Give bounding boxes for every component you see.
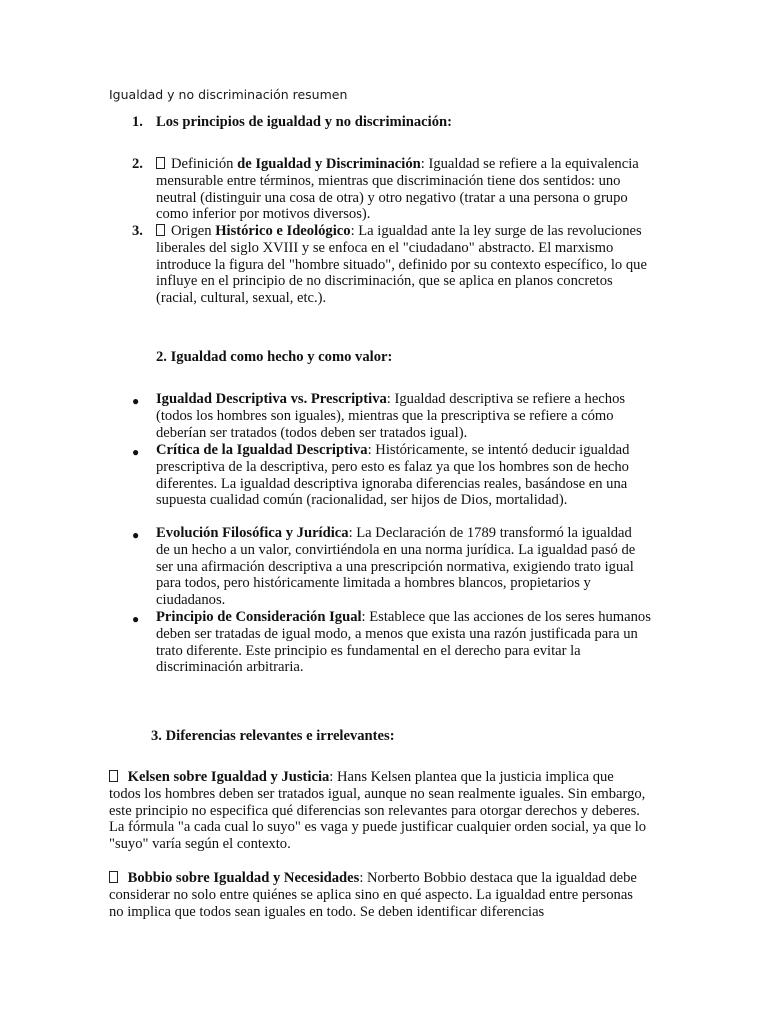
bullet-item <box>156 442 656 509</box>
item-prefix: Definición <box>171 156 234 172</box>
missing-glyph-icon <box>109 871 118 883</box>
list-item-definicion <box>156 156 656 223</box>
missing-glyph-icon <box>156 157 165 169</box>
missing-glyph-icon <box>109 770 118 782</box>
document-title: Igualdad y no discriminación resumen <box>109 87 348 102</box>
bullet-label: Principio de Consideración Igual <box>156 609 362 625</box>
paragraph-kelsen <box>109 769 649 853</box>
bullet-item <box>156 609 656 676</box>
section-heading <box>156 349 392 366</box>
bullet-text: : Igualdad descriptiva se refiere a hechos (todos los hombres son iguales), mientras que la prescriptiva se refiere a cómo deberían ser tratados (todos deben ser tratados igual). <box>156 391 626 441</box>
list-item-principios <box>156 114 636 131</box>
item-prefix: Origen <box>171 223 212 239</box>
list-number: 3. <box>132 223 143 239</box>
paragraph-label: Kelsen sobre Igualdad y Justicia <box>127 769 330 785</box>
item-text: : Igualdad se refiere a la equivalencia mensurable entre términos, mientras que discriminación tiene dos sentidos: uno neutral (distinguir una cosa de otra) y otro negativo (tratar a una persona o grupo como inferior por motivos diversos). <box>156 156 639 223</box>
section-heading-text: 2. Igualdad como hecho y como valor: <box>156 349 393 365</box>
bullet-icon: ● <box>132 612 140 626</box>
bullet-icon: ● <box>132 528 140 542</box>
bullet-text: : Establece que las acciones de los seres humanos deben ser tratadas de igual modo, a menos que exista una razón justificada para un trato diferente. Este principio es fundamental en el derecho para evitar la discriminación arbitraria. <box>156 609 651 676</box>
bullet-label: Igualdad Descriptiva vs. Prescriptiva <box>156 391 387 407</box>
bullet-text: : Históricamente, se intentó deducir igualdad prescriptiva de la descriptiva, pero esto es falaz ya que los hombres son de hecho diferentes. La igualdad descriptiva ignoraba diferencias reales, basándose en una supuesta cualidad común (racionalidad, ser hijos de Dios, mortalidad). <box>156 442 630 509</box>
item-label: Histórico e Ideológico <box>215 223 351 239</box>
bullet-label: Crítica de la Igualdad Descriptiva <box>156 442 368 458</box>
paragraph-bobbio <box>109 870 649 920</box>
item-text: : La igualdad ante la ley surge de las revoluciones liberales del siglo XVIII y se enfoca en el "ciudadano" abstracto. El marxismo introduce la figura del "hombre situado", definido por su contexto específico, lo que influye en el principio de no discriminación, que se aplica en planos concretos (racial, cultural, sexual, etc.). <box>156 223 647 307</box>
bullet-item <box>156 525 646 609</box>
bullet-icon: ● <box>132 394 140 408</box>
paragraph-text: : Norberto Bobbio destaca que la igualdad debe considerar no solo entre quiénes se aplica sino en qué aspecto. La igualdad entre personas no implica que todos sean iguales en todo. Se deben identificar diferencias <box>109 870 637 920</box>
list-item-origen <box>156 223 651 307</box>
bullet-icon: ● <box>132 445 140 459</box>
bullet-label: Evolución Filosófica y Jurídica <box>156 525 349 541</box>
list-number: 2. <box>132 156 143 172</box>
paragraph-text: : Hans Kelsen plantea que la justicia implica que todos los hombres deben ser tratados igual, aunque no sean realmente iguales. Sin embargo, este principio no especifica qué diferencias son relevantes para otorgar derechos y deberes. La fórmula "a cada cual lo suyo" es vaga y puede justificar cualquier orden social, ya que lo "suyo" varía según el contexto. <box>109 769 647 853</box>
list-number: 1. <box>132 114 143 130</box>
missing-glyph-icon <box>156 224 165 236</box>
section-heading <box>151 728 395 745</box>
bullet-item <box>156 391 656 441</box>
section-heading-text: 3. Diferencias relevantes e irrelevantes: <box>151 728 395 744</box>
bullet-text: : La Declaración de 1789 transformó la igualdad de un hecho a un valor, convirtiéndola en una norma jurídica. La igualdad pasó de ser una afirmación descriptiva a una prescripción normativa, exigiendo trato igual para todos, pero históricamente limitada a hombres blancos, propietarios y ciudadanos. <box>156 525 636 609</box>
paragraph-label: Bobbio sobre Igualdad y Necesidades <box>127 870 360 886</box>
item-label: de Igualdad y Discriminación <box>237 156 421 172</box>
list-item-heading: Los principios de igualdad y no discriminación: <box>156 114 452 130</box>
